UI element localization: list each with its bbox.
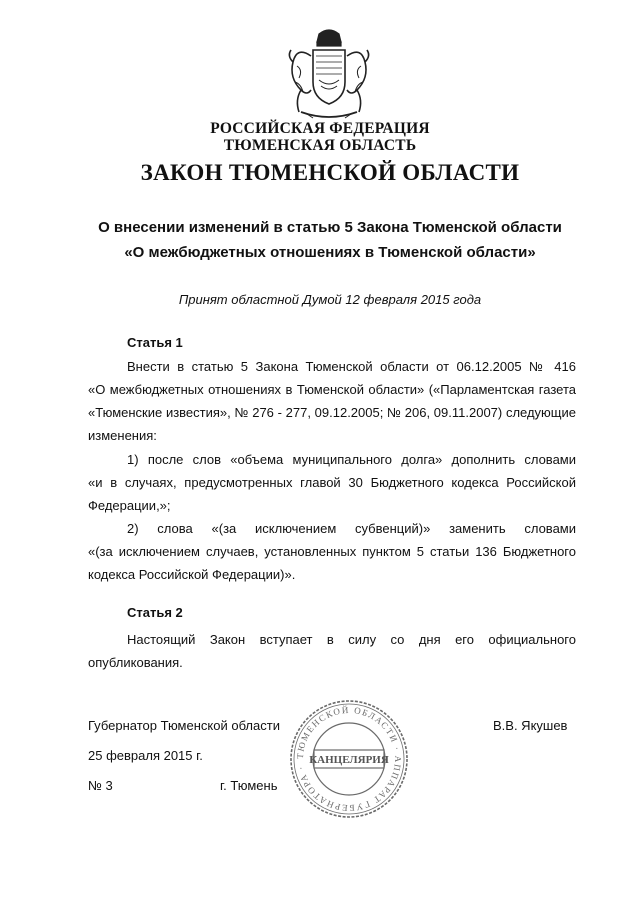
law-title-line-1: О внесении изменений в статью 5 Закона Тюменской области <box>98 219 562 236</box>
article-1-text-line: «Тюменские известия», № 276 - 277, 09.12.2005; № 206, 09.11.2007) следующие <box>88 405 576 420</box>
governor-title: Губернатор Тюменской области <box>88 718 280 733</box>
country-heading: РОССИЙСКАЯ ФЕДЕРАЦИЯ <box>210 120 430 137</box>
article-1-item-2-line: 2) слова «(за исключением субвенций)» заменить словами <box>127 521 576 536</box>
coat-of-arms-icon <box>283 26 375 122</box>
article-1-item-2-line: кодекса Российской Федерации)». <box>88 567 296 582</box>
article-1-text-line: «О межбюджетных отношениях в Тюменской области» («Парламентская газета <box>88 382 576 397</box>
adoption-note: Принят областной Думой 12 февраля 2015 года <box>178 292 482 307</box>
article-1-item-1-line: 1) после слов «объема муниципального долга» дополнить словами <box>127 452 576 467</box>
signing-date: 25 февраля 2015 г. <box>88 748 203 763</box>
seal-center-text: КАНЦЕЛЯРИЯ <box>309 754 389 766</box>
article-2-text-line: Настоящий Закон вступает в силу со дня его официального <box>127 632 576 647</box>
article-1-item-1-line: «и в случаях, предусмотренных главой 30 Бюджетного кодекса Российской <box>88 475 576 490</box>
signing-city: г. Тюмень <box>220 778 278 793</box>
article-1-text-line: Внести в статью 5 Закона Тюменской области от 06.12.2005 № 416 <box>127 359 576 374</box>
region-heading: ТЮМЕНСКАЯ ОБЛАСТЬ <box>223 137 417 154</box>
law-heading: ЗАКОН ТЮМЕНСКОЙ ОБЛАСТИ <box>140 160 520 185</box>
governor-name: В.В. Якушев <box>493 718 568 733</box>
article-1-heading: Статья 1 <box>127 335 183 350</box>
article-1-item-2-line: «(за исключением случаев, установленных пунктом 5 статьи 136 Бюджетного <box>88 544 576 559</box>
law-title-line-2: «О межбюджетных отношениях в Тюменской области» <box>124 244 536 261</box>
article-2-heading: Статья 2 <box>127 605 183 620</box>
article-2-text-line: опубликования. <box>88 655 183 670</box>
article-1-item-1-line: Федерации,»; <box>88 498 171 513</box>
office-seal-icon <box>286 696 412 822</box>
law-number: № 3 <box>88 778 113 793</box>
article-1-text-line: изменения: <box>88 428 157 443</box>
seal-ring-text: ТЮМЕНСКОЙ ОБЛАСТИ · АППАРАТ ГУБЕРНАТОРА · <box>294 704 404 814</box>
